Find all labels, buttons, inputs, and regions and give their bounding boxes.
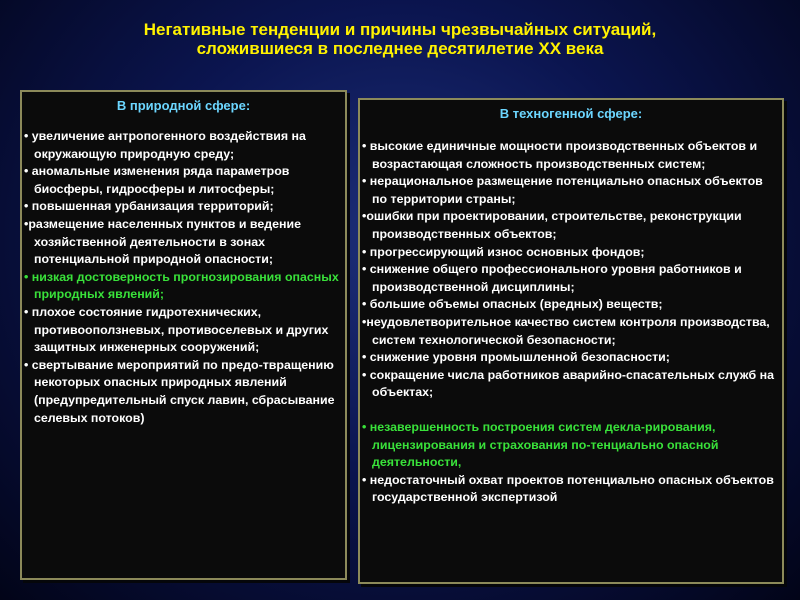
slide-title-line-2: сложившиеся в последнее десятилетие XX века <box>196 39 604 58</box>
list-item: • плохое состояние гидротехнических, противооползневых, противоселевых и других защитных инженерных сооружений; <box>24 304 329 355</box>
slide-title-line-1: Негативные тенденции и причины чрезвычайных ситуаций, <box>143 20 657 39</box>
list-item: • повышенная урбанизация территорий; <box>24 199 274 214</box>
list-item: • свертывание мероприятий по предо-твращению некоторых опасных природных явлений (предупредительный спуск лавин, сбрасывание селевых потоков) <box>24 357 335 425</box>
natural-sphere-panel <box>20 90 347 580</box>
list-item: • аномальные изменения ряда параметров биосферы, гидросферы и литосферы; <box>24 164 290 196</box>
technogenic-sphere-panel <box>358 98 784 584</box>
list-item: • прогрессирующий износ основных фондов; <box>362 244 645 259</box>
list-item: • нерациональное размещение потенциально опасных объектов по территории страны; <box>362 174 763 206</box>
list-item: • недостаточный охват проектов потенциально опасных объектов государственной экспертизой <box>362 472 774 505</box>
technogenic-sphere-list <box>362 138 780 507</box>
list-item-highlighted: • низкая достоверность прогнозирования опасных природных явлений; <box>24 269 339 302</box>
list-item: •ошибки при проектировании, строительстве, реконструкции производственных объектов; <box>362 209 742 241</box>
list-item: •неудовлетворительное качество систем контроля производства, систем технологической безопасности; <box>362 314 770 347</box>
list-item-highlighted: • незавершенность построения систем декла-рирования, лицензирования и страхования по-тенциально опасной деятельности, <box>362 419 719 470</box>
slide-title <box>0 20 800 58</box>
list-item: • снижение общего профессионального уровня работников и производственной дисциплины; <box>362 262 742 294</box>
list-item: • увеличение антропогенного воздействия на окружающую природную среду; <box>24 129 306 161</box>
technogenic-sphere-heading: В техногенной сфере: <box>499 106 643 121</box>
natural-sphere-list <box>24 128 344 427</box>
list-item: • снижение уровня промышленной безопасности; <box>362 350 670 365</box>
list-item: • большие объемы опасных (вредных) веществ; <box>362 297 663 312</box>
list-item: • сокращение числа работников аварийно-спасательных служб на объектах; <box>362 367 774 400</box>
natural-sphere-heading: В природной сфере: <box>116 98 251 113</box>
list-item: • высокие единичные мощности производственных объектов и возрастающая сложность производственных систем; <box>362 139 758 171</box>
list-item: •размещение населенных пунктов и ведение хозяйственной деятельности в зонах потенциальной природной опасности; <box>24 216 302 267</box>
